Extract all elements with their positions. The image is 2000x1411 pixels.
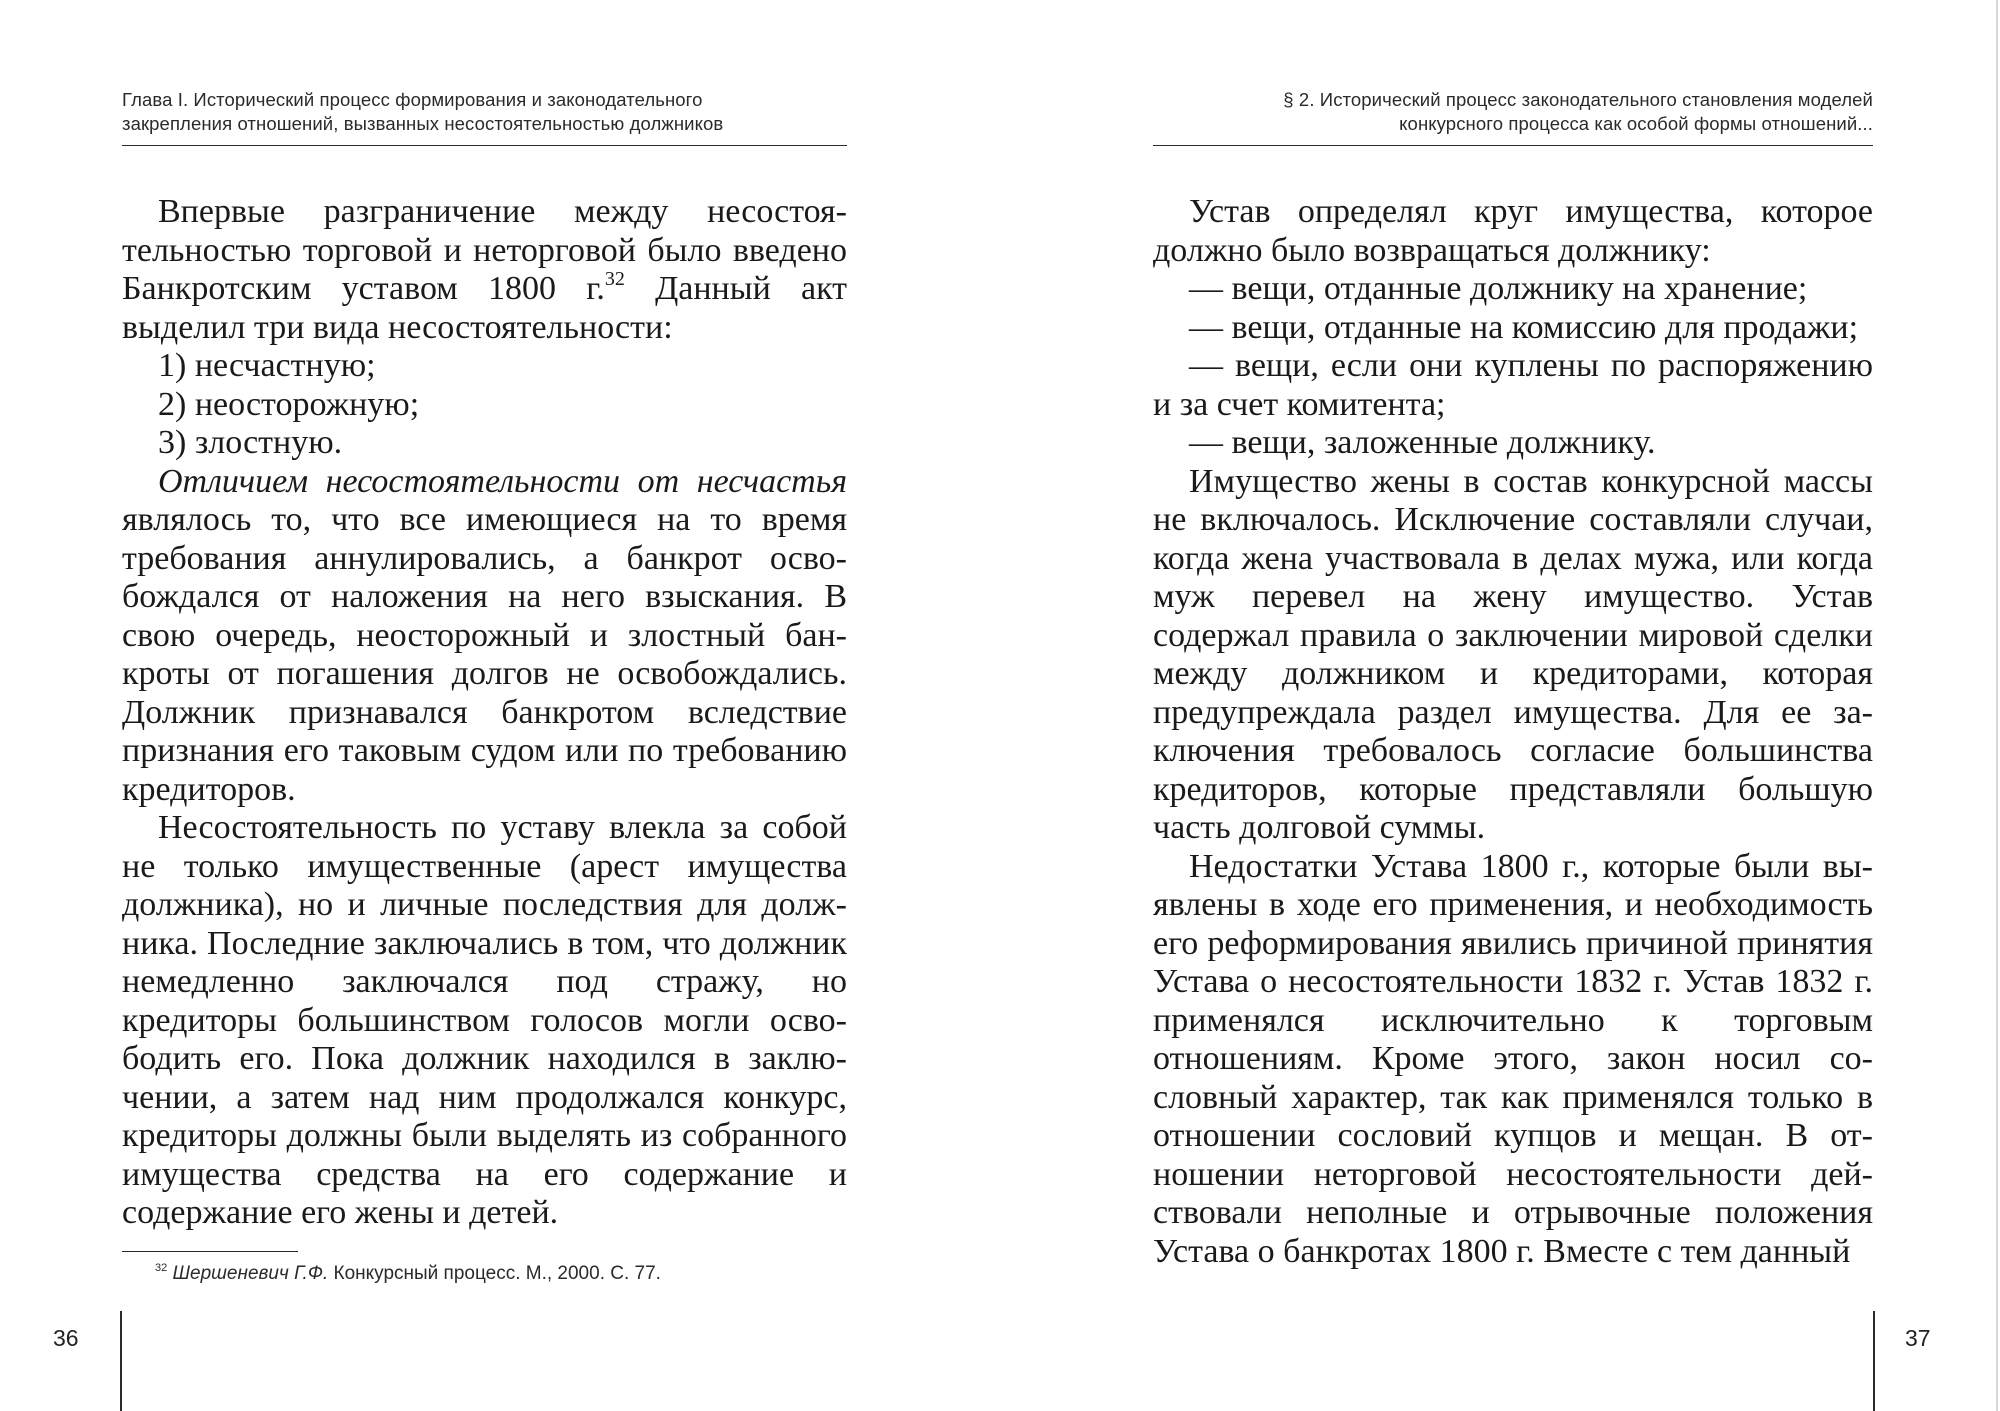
right-page-number: 37	[1905, 1325, 1931, 1351]
left-p2-emphasis: Отличием несостоятельности от несчастья	[158, 462, 847, 500]
left-list-item-2: 2) неосторожную;	[158, 385, 420, 423]
right-paragraph-2: Имущество жены в состав конкурсной массы не включалось. Исключение составляли случаи, когда жена участвовала в делах мужа, или когда муж перевел на жену имущество. Устав содержал правила о заключении мировой сделки между должником и кредиторами, которая предупреждала раздел имущества. Для ее заключения требовалось согласие большинства кредиторов, которые представляли большую часть долговой суммы.	[1153, 462, 1873, 846]
footnote-rule	[122, 1251, 298, 1252]
right-running-header	[1153, 88, 1873, 136]
right-paragraph-3: Недостатки Устава 1800 г., которые были выявлены в ходе его применения, и необходимость его реформирования явились причиной принятия Устава о несостоятельности 1832 г. Устав 1832 г. применялся исключительно к торговым отношениям. Кроме этого, закон носил сословный характер, так как применялся только в отношении сословий купцов и мещан. В отношении неторговой несостоятельности действовали неполные и отрывочные положения Устава о банкротах 1800 г. Вместе с тем данный	[1153, 847, 1873, 1270]
left-margin-line	[120, 1311, 122, 1411]
left-page-body	[122, 193, 847, 1233]
footnote	[155, 1262, 845, 1286]
left-paragraph-3: Несостоятельность по уставу влекла за собой не только имущественные (арест имущества должника), но и личные последствия для должника. Последние заключались в том, что должник немедленно заключался под стражу, но кредиторы большинством голосов могли освободить его. Пока должник находился в заключении, а затем над ним продолжался конкурс, кредиторы должны были выделять из собранного имущества средства на его содержание и содержание его жены и детей.	[122, 809, 847, 1231]
scan-edge	[1996, 0, 1998, 1411]
right-list-item-2: — вещи, отданные на комиссию для продажи;	[1189, 308, 1859, 346]
right-paragraph-1: Устав определял круг имущества, которое должно было возвращаться должнику:	[1153, 193, 1873, 269]
left-header-rule	[122, 145, 847, 146]
left-list-item-3: 3) злостную.	[158, 424, 343, 461]
left-p2-text: являлось то, что все имеющиеся на то время требования аннулировались, а банкрот освобождался от наложения на него взыскания. В свою очередь, неосторожный и злостный банкроты от погашения долгов не освобождались. Должник признавался банкротом вследствие признания его таковым судом или по требованию кредиторов.	[122, 501, 847, 808]
left-running-header	[122, 88, 847, 136]
right-list-item-1: — вещи, отданные должнику на хранение;	[1189, 270, 1808, 307]
footnote-ref-32: 32	[604, 268, 625, 290]
left-header-line-1: Глава I. Исторический процесс формирования и законодательного	[122, 89, 703, 110]
footnote-text: Конкурсный процесс. М., 2000. С. 77.	[328, 1263, 661, 1284]
right-header-line-1: § 2. Исторический процесс законодательного становления моделей	[1283, 89, 1873, 110]
left-paragraph-1	[122, 193, 847, 347]
right-list-item-4: — вещи, заложенные должнику.	[1189, 424, 1656, 461]
right-header-line-2: конкурсного процесса как особой формы отношений...	[1399, 113, 1873, 134]
right-list-item-3: — вещи, если они куплены по распоряжению и за счет комитента;	[1153, 347, 1873, 423]
footnote-number: 32	[155, 1262, 168, 1274]
right-header-rule	[1153, 145, 1873, 146]
left-p1-continuation: Данный акт выделил три вида несостоятельности:	[122, 270, 848, 346]
footnote-author: Шершеневич Г.Ф.	[172, 1263, 329, 1284]
right-margin-line	[1873, 1311, 1875, 1411]
left-page-number: 36	[53, 1325, 79, 1351]
left-p1-text: Впервые разграничение между несостоятельностью торговой и неторговой было введено Банкротским уставом 1800 г.	[122, 193, 847, 307]
left-list-item-1: 1) несчастную;	[158, 347, 376, 384]
left-paragraph-2	[122, 463, 847, 810]
right-page-body	[1153, 193, 1873, 1271]
left-header-line-2: закрепления отношений, вызванных несостоятельностью должников	[122, 113, 724, 134]
